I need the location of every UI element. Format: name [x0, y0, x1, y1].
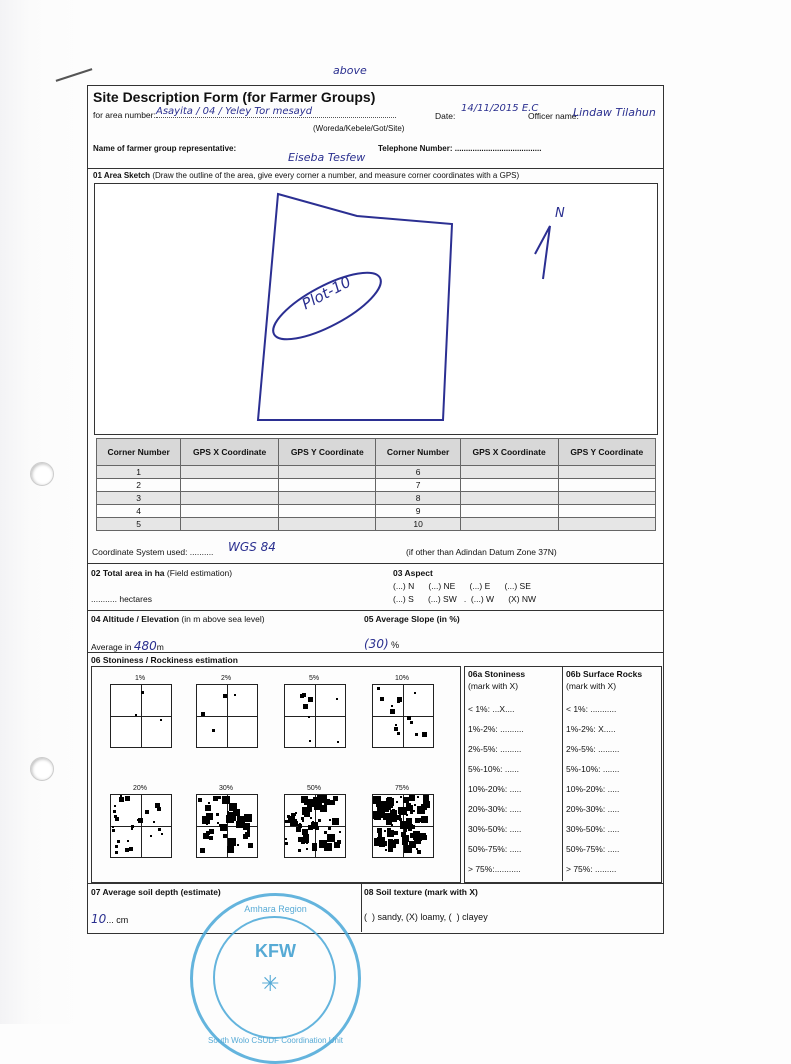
stoniness-a-title: 06a Stoniness [468, 669, 526, 679]
stone-mark [390, 709, 395, 714]
stone-mark [421, 804, 427, 810]
stone-mark [377, 687, 380, 690]
table-row: 3 8 [97, 492, 656, 505]
coordinate-system-value[interactable]: WGS 84 [228, 540, 276, 554]
stone-mark [138, 818, 143, 823]
stoniness-chart [110, 684, 172, 748]
area-number-value[interactable]: Asayita / 04 / Yeley Tor mesayd [156, 106, 396, 118]
col-header: GPS X Coordinate [460, 439, 558, 466]
stone-mark [220, 824, 227, 831]
stone-mark [203, 833, 209, 839]
officer-value[interactable]: Lindaw Tilahun [573, 106, 656, 119]
hectares-field[interactable]: ........... hectares [91, 594, 152, 604]
coordinates-table [96, 438, 656, 531]
rep-label: Name of farmer group representative: [93, 144, 237, 153]
stone-mark [414, 804, 416, 806]
stone-mark [227, 846, 234, 853]
stone-mark [395, 724, 397, 726]
aspect-heading: 03 Aspect [393, 568, 433, 578]
slope-field[interactable]: (30) % [364, 637, 400, 651]
stone-mark [117, 840, 120, 843]
stone-mark [390, 810, 397, 817]
stone-mark [408, 824, 413, 829]
stoniness-a-hint: (mark with X) [468, 681, 519, 691]
stone-mark [319, 840, 327, 848]
stone-mark [153, 821, 155, 823]
stone-mark [399, 818, 402, 821]
stone-mark [414, 692, 416, 694]
stone-mark [397, 700, 400, 703]
stone-mark [295, 812, 297, 814]
stone-mark [317, 795, 325, 803]
stone-mark [394, 831, 398, 835]
stone-mark [198, 798, 202, 802]
stone-mark [201, 712, 205, 716]
chart-label: 5% [308, 675, 320, 682]
option-item[interactable]: 5%-10%: ....... [566, 764, 620, 774]
stone-mark [391, 705, 393, 707]
stone-mark [327, 834, 335, 842]
stone-mark [306, 848, 308, 850]
stone-mark [410, 721, 413, 724]
stone-mark [237, 816, 245, 824]
stone-mark [212, 729, 215, 732]
chart-label: 1% [134, 675, 146, 682]
sketch-heading: 01 Area Sketch (Draw the outline of the area, give every corner a number, and measure corner coordinates with a GPS) [93, 171, 520, 180]
stone-mark [397, 732, 400, 735]
stone-mark [222, 796, 230, 804]
stone-mark [324, 831, 327, 834]
aspect-row-2[interactable]: (...) S (...) SW . (...) W (X) NW [393, 594, 537, 604]
area-sketch-box[interactable] [94, 183, 658, 435]
stone-mark [135, 714, 137, 716]
stone-mark [150, 835, 152, 837]
stoniness-heading: 06 Stoniness / Rockiness estimation [91, 655, 238, 665]
stone-mark [385, 849, 387, 851]
stone-mark [308, 825, 313, 830]
stone-mark [209, 829, 214, 834]
option-item[interactable]: 10%-20%: ..... [566, 784, 620, 794]
option-item[interactable]: > 75%: ......... [566, 864, 617, 874]
stone-mark [334, 842, 340, 848]
stone-mark [312, 843, 317, 848]
stone-mark [328, 827, 331, 830]
chart-label: 50% [306, 785, 321, 792]
stone-mark [308, 697, 313, 702]
chart-label: 30% [218, 785, 233, 792]
stone-mark [308, 716, 310, 718]
coordinate-system-hint: (if other than Adindan Datum Zone 37N) [406, 547, 557, 557]
table-row: 2 7 [97, 479, 656, 492]
stone-mark [409, 795, 415, 801]
stone-mark [413, 834, 419, 840]
soil-depth-field[interactable]: 10... cm [91, 912, 129, 926]
stone-mark [413, 810, 415, 812]
slope-heading: 05 Average Slope (in %) [364, 614, 460, 624]
option-item[interactable]: 20%-30%: ..... [566, 804, 620, 814]
stone-mark [382, 841, 387, 846]
punch-hole-top [30, 462, 54, 486]
stoniness-chart [284, 684, 346, 748]
stone-mark [200, 848, 205, 853]
stoniness-chart [110, 794, 172, 858]
stone-mark [248, 843, 253, 848]
stone-mark [285, 838, 287, 840]
stone-mark [112, 829, 115, 832]
stone-mark [205, 805, 211, 811]
stone-mark [303, 704, 308, 709]
table-row: 4 9 [97, 505, 656, 518]
officer-label: Officer name: [528, 111, 579, 121]
stone-mark [119, 797, 124, 802]
stone-mark [298, 837, 303, 842]
stone-mark [423, 795, 429, 801]
stone-mark [234, 694, 236, 696]
stone-mark [160, 719, 162, 721]
stone-mark [302, 820, 304, 822]
stone-mark [131, 825, 134, 828]
stoniness-chart [196, 794, 258, 858]
site-description-form [87, 85, 664, 934]
stone-mark [374, 838, 382, 846]
stone-mark [216, 813, 219, 816]
stone-mark [398, 807, 405, 814]
stone-mark [115, 845, 118, 848]
stone-mark [296, 827, 301, 832]
stone-mark [115, 817, 119, 821]
phone-label: Telephone Number: ....................................... [378, 144, 542, 153]
area-hint: (Woreda/Kebele/Got/Site) [313, 124, 405, 133]
stone-mark [309, 740, 311, 742]
stone-mark [285, 820, 288, 823]
sketch-drawing [95, 184, 657, 434]
chart-label: 75% [394, 785, 409, 792]
stone-mark [320, 805, 327, 812]
stone-mark [337, 741, 339, 743]
option-item[interactable]: 2%-5%: ......... [468, 744, 522, 754]
stone-mark [396, 801, 398, 803]
stone-mark [208, 802, 210, 804]
stone-mark [298, 849, 301, 852]
stone-mark [223, 694, 227, 698]
surface-rocks-options [566, 704, 619, 884]
stoniness-chart [284, 794, 346, 858]
stone-mark [113, 810, 116, 813]
col-header: Corner Number [97, 439, 181, 466]
north-arrow-label: N [555, 206, 565, 221]
kfw-stamp: Amhara Region KFW ✳ South Wolo CSUDF Coordination Unit [190, 893, 361, 1064]
chart-label: 10% [394, 675, 409, 682]
stone-mark [288, 816, 295, 823]
option-item[interactable]: 30%-50%: ..... [566, 824, 620, 834]
stone-mark [302, 829, 308, 835]
aspect-row-1[interactable]: (...) N (...) NE (...) E (...) SE [393, 581, 531, 591]
stone-mark [302, 693, 306, 697]
surface-rocks-hint: (mark with X) [566, 681, 617, 691]
chart-label: 2% [220, 675, 232, 682]
stone-mark [404, 845, 412, 853]
stone-mark [330, 800, 334, 804]
option-item[interactable]: 50%-75%: ..... [566, 844, 620, 854]
rep-value[interactable]: Eiseba Tesfew [288, 151, 366, 164]
option-item[interactable]: 1%-2%: .......... [468, 724, 524, 734]
soil-divider [361, 884, 362, 932]
altitude-field[interactable]: Average in 480m [91, 639, 164, 653]
area-number-label: for area number: [93, 110, 156, 120]
stone-mark [299, 823, 301, 825]
stoniness-a-options [468, 704, 524, 884]
stone-mark [415, 733, 418, 736]
stone-mark [384, 810, 386, 812]
stoniness-chart [372, 794, 434, 858]
stone-mark [377, 828, 382, 833]
stone-mark [131, 828, 133, 830]
stone-mark [305, 839, 309, 843]
stone-mark [125, 796, 130, 801]
stone-mark [421, 816, 428, 823]
stone-mark [388, 847, 393, 852]
stone-mark [314, 808, 316, 810]
stone-mark [416, 848, 418, 850]
stone-mark [417, 818, 421, 822]
stone-mark [381, 801, 389, 809]
punch-hole-bottom [30, 757, 54, 781]
altitude-heading: 04 Altitude / Elevation (in m above sea level) [91, 614, 265, 624]
option-item[interactable]: 10%-20%: ..... [468, 784, 522, 794]
stone-mark [312, 821, 314, 823]
stone-mark [380, 697, 384, 701]
option-item[interactable]: > 75%:........... [468, 864, 521, 874]
stone-mark [394, 727, 398, 731]
stone-mark [310, 817, 312, 819]
total-area-heading: 02 Total area in ha (Field estimation) [91, 568, 233, 578]
stone-mark [228, 838, 236, 846]
stone-mark [307, 807, 312, 812]
stone-mark [161, 833, 163, 835]
stone-mark [318, 819, 321, 822]
col-header: Corner Number [376, 439, 460, 466]
stone-mark [145, 810, 149, 814]
stone-mark [422, 732, 427, 737]
col-header: GPS X Coordinate [181, 439, 279, 466]
stone-mark [158, 828, 161, 831]
stone-mark [141, 691, 144, 694]
stone-mark [336, 698, 338, 700]
stone-mark [244, 814, 252, 822]
stone-mark [400, 796, 402, 798]
stone-mark [377, 811, 384, 818]
chart-label: 20% [132, 785, 147, 792]
stone-mark [202, 816, 210, 824]
pen-stroke [56, 68, 93, 82]
stone-mark [223, 834, 227, 838]
stone-mark [422, 835, 427, 840]
stone-mark [243, 834, 248, 839]
option-item[interactable]: < 1%: ...X.... [468, 704, 515, 714]
date-value[interactable]: 14/11/2015 E.C [461, 103, 539, 114]
col-header: GPS Y Coordinate [558, 439, 655, 466]
option-item[interactable]: 2%-5%: ......... [566, 744, 620, 754]
stone-mark [227, 812, 235, 820]
form-title: Site Description Form (for Farmer Groups) [93, 89, 376, 105]
stone-mark [386, 819, 392, 825]
stone-mark [407, 803, 410, 806]
top-note: above [333, 64, 367, 77]
option-item[interactable]: 5%-10%: ...... [468, 764, 520, 774]
stone-mark [407, 716, 411, 720]
stone-mark [339, 831, 341, 833]
surface-rocks-title: 06b Surface Rocks [566, 669, 643, 679]
stone-mark [401, 832, 406, 837]
options-divider [562, 666, 563, 881]
table-row: 1 6 [97, 466, 656, 479]
date-label: Date: [435, 111, 456, 121]
stone-mark [237, 844, 239, 846]
stone-mark [285, 842, 288, 845]
stone-mark [114, 805, 116, 807]
option-item[interactable]: 30%-50%: ..... [468, 824, 522, 834]
stone-mark [218, 796, 221, 799]
coordinate-system-label: Coordinate System used: .......... [92, 547, 214, 557]
stone-mark [329, 819, 331, 821]
stone-mark [155, 803, 160, 808]
stone-mark [417, 850, 421, 854]
stone-mark [301, 817, 304, 820]
soil-texture-heading: 08 Soil texture (mark with X) [364, 887, 478, 897]
option-item[interactable]: 20%-30%: ..... [468, 804, 522, 814]
stone-mark [301, 796, 308, 803]
stone-mark [386, 816, 389, 819]
stone-mark [417, 796, 419, 798]
stone-mark [389, 832, 391, 834]
stone-mark [247, 830, 250, 833]
option-item[interactable]: < 1%: ........... [566, 704, 617, 714]
soil-depth-heading: 07 Average soil depth (estimate) [91, 887, 221, 897]
plot-label: Plot-10 [298, 272, 354, 314]
col-header: GPS Y Coordinate [279, 439, 376, 466]
stone-mark [120, 795, 122, 797]
option-item[interactable]: 1%-2%: X..... [566, 724, 616, 734]
stoniness-chart [196, 684, 258, 748]
stone-mark [115, 851, 118, 854]
stone-mark [127, 840, 129, 842]
stoniness-chart [372, 684, 434, 748]
stone-mark [129, 847, 133, 851]
table-row: 5 10 [97, 518, 656, 531]
stone-mark [332, 818, 339, 825]
stone-mark [384, 830, 386, 832]
stone-mark [387, 797, 392, 802]
option-item[interactable]: 50%-75%: ..... [468, 844, 522, 854]
soil-texture-options[interactable]: ( ) sandy, (X) loamy, ( ) clayey [364, 912, 488, 922]
stone-mark [209, 836, 213, 840]
stone-mark [112, 826, 114, 828]
